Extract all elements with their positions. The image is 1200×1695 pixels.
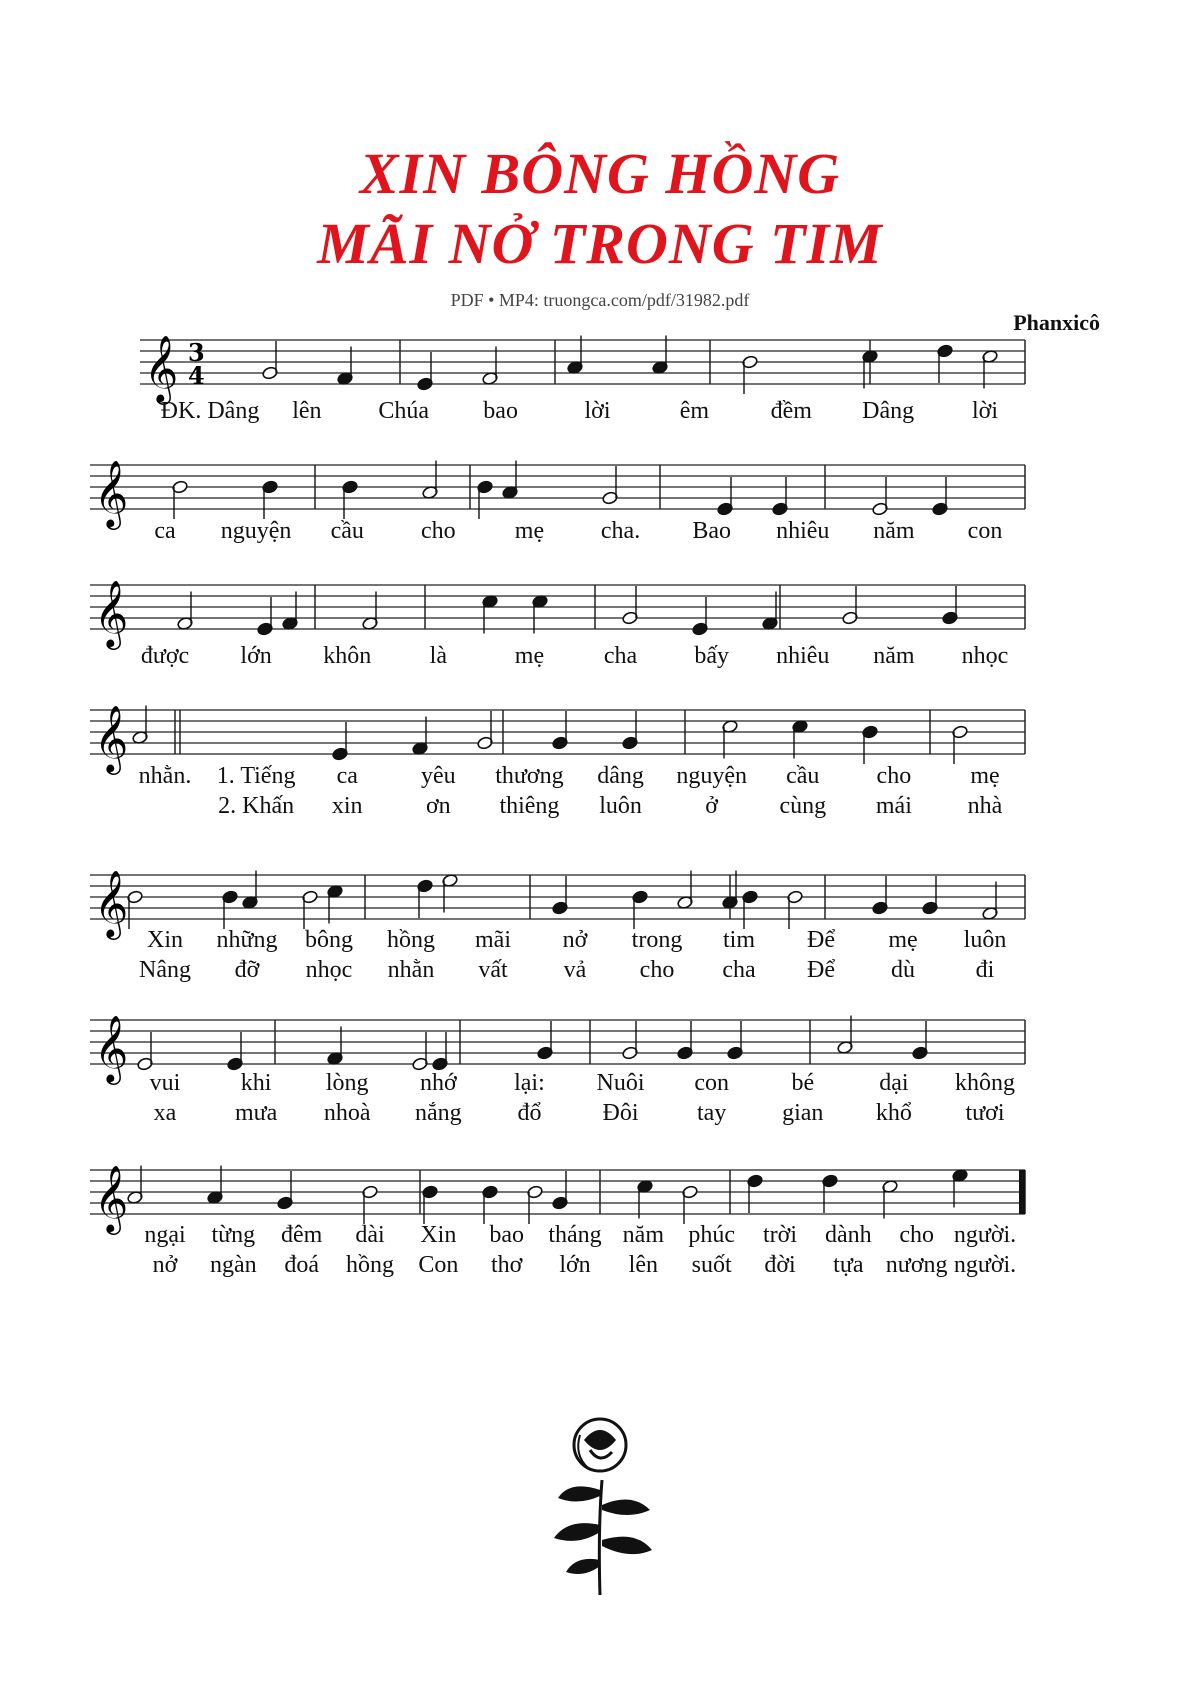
lyric-syllable: tay — [696, 1100, 727, 1126]
lyric-syllable: bông — [305, 927, 353, 953]
lyric-row-verse-1 — [140, 398, 1025, 428]
lyric-syllable: êm — [679, 398, 710, 424]
lyric-syllable: luôn — [599, 793, 642, 819]
lyric-syllable: Xin — [420, 1222, 457, 1248]
lyric-syllable: nở — [562, 927, 588, 953]
lyric-syllable: mẹ — [970, 763, 1000, 789]
lyric-syllable: Để — [807, 927, 835, 953]
lyric-syllable: lên — [628, 1252, 658, 1278]
lyric-syllable: đời — [764, 1252, 796, 1278]
lyric-syllable: khôn — [323, 643, 372, 669]
lyric-syllable: năm — [873, 643, 915, 669]
lyric-syllable: nhớ — [419, 1070, 457, 1096]
lyric-syllable: nhoà — [323, 1100, 371, 1126]
lyric-syllable: nhà — [967, 793, 1003, 819]
lyric-row-verse-1 — [90, 1222, 1025, 1252]
lyric-syllable: cho — [421, 518, 456, 544]
lyric-syllable: cùng — [779, 793, 827, 819]
lyric-syllable: ca — [336, 763, 358, 789]
staff-system-7 — [90, 1160, 1025, 1360]
lyric-syllable: là — [429, 643, 447, 669]
lyric-syllable: mãi — [475, 927, 511, 953]
source-link[interactable]: PDF • MP4: truongca.com/pdf/31982.pdf — [450, 290, 750, 310]
lyric-syllable: tháng — [548, 1222, 602, 1248]
lyric-row-verse-2 — [90, 793, 1025, 823]
treble-clef-icon: 𝄞 — [144, 334, 179, 402]
lyric-syllable: không — [955, 1070, 1015, 1096]
treble-clef-icon: 𝄞 — [94, 704, 129, 772]
lyric-syllable: nhiêu — [776, 518, 830, 544]
lyric-syllable: những — [216, 927, 278, 953]
lyric-row-verse-1 — [90, 643, 1025, 673]
lyric-syllable: cho — [876, 763, 912, 789]
final-bar-line — [1019, 1170, 1025, 1214]
lyric-syllable: trời — [762, 1222, 798, 1248]
lyric-syllable: 1. Tiếng — [216, 763, 296, 789]
treble-clef-icon: 𝄞 — [94, 869, 129, 937]
lyric-syllable: khi — [240, 1070, 272, 1096]
lyric-syllable: mẹ — [514, 643, 545, 669]
lyric-syllable: tươi — [965, 1100, 1005, 1126]
lyric-syllable: hồng — [387, 927, 435, 953]
lyric-syllable: mái — [875, 793, 912, 819]
lyric-syllable: con — [967, 518, 1003, 544]
treble-clef-icon: 𝄞 — [94, 1014, 129, 1082]
lyric-syllable: bao — [483, 398, 518, 424]
lyric-syllable: lời — [584, 398, 611, 424]
lyric-syllable: đi — [975, 957, 995, 983]
lyric-syllable: cha — [603, 643, 638, 669]
composer-name: Phanxicô — [1013, 310, 1100, 335]
lyric-row-verse-2 — [90, 1100, 1025, 1130]
lyric-syllable: mẹ — [514, 518, 545, 544]
lyric-syllable: người. — [953, 1252, 1017, 1278]
lyric-syllable: đổ — [517, 1100, 542, 1126]
lyric-syllable: đoá — [284, 1252, 319, 1278]
lyric-syllable: lớn — [240, 643, 272, 669]
lyric-syllable: ơn — [425, 793, 451, 819]
lyric-syllable: dành — [825, 1222, 872, 1248]
lyric-syllable: Bao — [692, 518, 731, 544]
lyric-syllable: nhọc — [961, 643, 1009, 669]
lyric-syllable: suốt — [691, 1252, 732, 1278]
lyric-syllable: vui — [149, 1070, 181, 1096]
lyric-syllable: năm — [873, 518, 915, 544]
lyric-syllable: dài — [355, 1222, 385, 1248]
lyric-syllable: vả — [563, 957, 587, 983]
lyric-syllable: người. — [953, 1222, 1017, 1248]
lyric-syllable: phúc — [688, 1222, 735, 1248]
lyric-syllable: dâng — [597, 763, 644, 789]
lyric-syllable: nguyện — [220, 518, 292, 544]
lyric-syllable: Dâng — [862, 398, 915, 424]
lyric-syllable: ĐK. Dâng — [160, 398, 260, 424]
lyric-syllable: cầu — [786, 763, 820, 789]
lyric-syllable: bé — [791, 1070, 815, 1096]
lyric-syllable: Để — [807, 957, 835, 983]
lyric-syllable: thiêng — [499, 793, 560, 819]
lyric-syllable: cha — [722, 957, 756, 983]
lyric-syllable: Đôi — [602, 1100, 639, 1126]
lyric-syllable: nguyện — [676, 763, 747, 789]
lyric-syllable: hồng — [346, 1252, 394, 1278]
lyric-syllable: vất — [478, 957, 508, 983]
lyric-syllable: lòng — [325, 1070, 369, 1096]
lyric-row-verse-1 — [90, 763, 1025, 793]
lyric-syllable: được — [140, 643, 190, 669]
lyric-syllable: Nuôi — [596, 1070, 645, 1096]
lyric-syllable: đỡ — [234, 957, 260, 983]
lyric-syllable: Chúa — [378, 398, 430, 424]
lyric-syllable: yêu — [421, 763, 456, 789]
lyric-syllable: xa — [153, 1100, 177, 1126]
lyric-syllable: Con — [418, 1252, 459, 1278]
lyric-syllable: gian — [782, 1100, 824, 1126]
lyric-syllable: đêm — [280, 1222, 323, 1248]
lyric-syllable: ngàn — [210, 1252, 257, 1278]
lyric-syllable: cho — [899, 1222, 934, 1248]
lyric-syllable: cầu — [330, 518, 364, 544]
lyric-syllable: luôn — [963, 927, 1007, 953]
lyric-syllable: lên — [292, 398, 322, 424]
treble-clef-icon: 𝄞 — [94, 459, 129, 527]
lyric-syllable: cha. — [600, 518, 641, 544]
lyric-syllable: khổ — [875, 1100, 912, 1126]
lyric-syllable: mẹ — [888, 927, 918, 953]
lyric-syllable: dù — [891, 957, 915, 983]
title-line-1: XIN BÔNG HỒNG — [359, 141, 841, 206]
time-signature-bottom: 4 — [188, 361, 205, 390]
lyric-syllable: nhiêu — [776, 643, 830, 669]
lyric-syllable: nắng — [415, 1100, 462, 1126]
lyric-syllable: nhằn — [387, 957, 435, 983]
lyric-row-verse-2 — [90, 1252, 1025, 1282]
time-signature-top: 3 — [188, 338, 205, 367]
lyric-syllable: bao — [489, 1222, 524, 1248]
lyric-syllable: Nâng — [139, 957, 191, 983]
lyric-syllable: thương — [495, 763, 564, 789]
lyric-syllable: mưa — [234, 1100, 278, 1126]
lyric-row-verse-1 — [90, 1070, 1025, 1100]
lyric-syllable: 2. Khấn — [218, 793, 295, 819]
lyric-syllable: đềm — [770, 398, 812, 424]
lyric-row-verse-1 — [90, 518, 1025, 548]
lyric-syllable: lời — [971, 398, 999, 424]
title-line-2: MÃI NỞ TRONG TIM — [317, 211, 883, 276]
lyric-syllable: lớn — [559, 1252, 591, 1278]
lyric-syllable: nương — [885, 1252, 948, 1278]
lyric-row-verse-2 — [90, 957, 1025, 987]
lyric-syllable: trong — [631, 927, 683, 953]
lyric-syllable: tim — [722, 927, 756, 953]
lyric-syllable: thơ — [490, 1252, 523, 1278]
lyric-syllable: nở — [152, 1252, 178, 1278]
lyric-syllable: từng — [211, 1222, 256, 1248]
lyric-syllable: nhằn. — [138, 763, 192, 789]
lyric-syllable: ngại — [144, 1222, 186, 1248]
lyric-syllable: bấy — [694, 643, 729, 669]
lyric-syllable: ca — [154, 518, 176, 544]
treble-clef-icon: 𝄞 — [94, 1164, 129, 1232]
rose-illustration — [540, 1410, 670, 1600]
lyric-syllable: tựa — [833, 1252, 864, 1278]
lyric-syllable: dại — [879, 1070, 909, 1096]
treble-clef-icon: 𝄞 — [94, 579, 129, 647]
lyric-syllable: cho — [639, 957, 675, 983]
lyric-syllable: ở — [705, 793, 719, 819]
lyric-row-verse-1 — [90, 927, 1025, 957]
lyric-syllable: lại: — [514, 1070, 545, 1096]
lyric-syllable: con — [694, 1070, 729, 1096]
lyric-syllable: nhọc — [305, 957, 353, 983]
lyric-syllable: Xin — [147, 927, 183, 953]
lyric-syllable: xin — [331, 793, 363, 819]
lyric-syllable: năm — [622, 1222, 664, 1248]
